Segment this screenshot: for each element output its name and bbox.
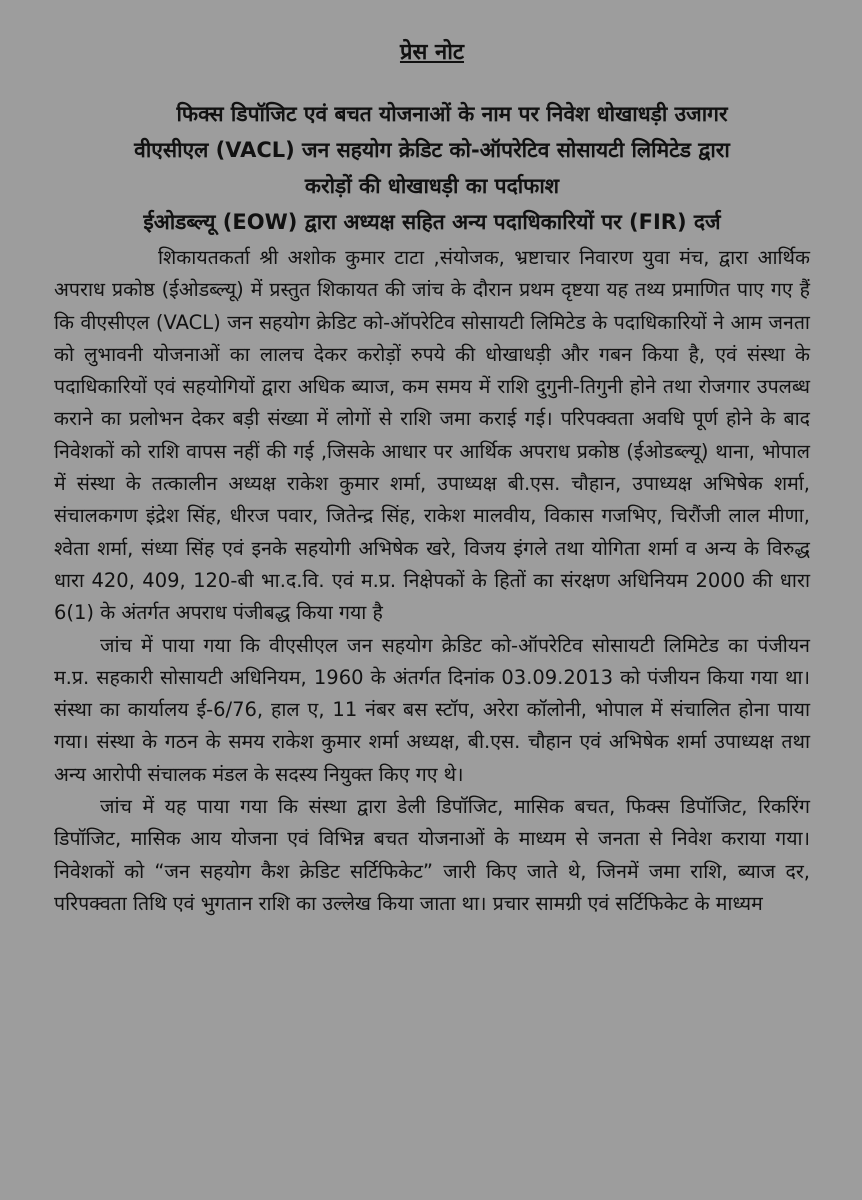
headline-line-4: ईओडब्ल्यू (EOW) द्वारा अध्यक्ष सहित अन्य पदाधिकारियों पर (FIR) दर्ज [143,210,721,234]
headline-line-3: करोड़ों की धोखाधड़ी का पर्दाफाश [304,174,560,198]
body-paragraph-registration: जांच में पाया गया कि वीएसीएल जन सहयोग क्रेडिट को-ऑपरेटिव सोसायटी लिमिटेड का पंजीयन म.प्र. सहकारी सोसायटी अधिनियम, 1960 के अंतर्गत दिनांक 03.09.2013 को पंजीयन किया गया था। संस्था का कार्यालय ई-6/76, हाल ए, 11 नंबर बस स्टॉप, अरेरा कॉलोनी, भोपाल में संचालित होना पाया गया। संस्था के गठन के समय राकेश कुमार शर्मा अध्यक्ष, बी.एस. चौहान एवं अभिषेक शर्मा उपाध्यक्ष तथा अन्य आरोपी संचालक मंडल के सदस्य नियुक्त किए गए थे। [54,633,810,786]
press-note-title: प्रेस नोट [399,40,465,65]
body-paragraph-schemes: जांच में यह पाया गया कि संस्था द्वारा डेली डिपॉजिट, मासिक बचत, फिक्स डिपॉजिट, रिकरिंग डिपॉजिट, मासिक आय योजना एवं विभिन्न बचत योजनाओं के माध्यम से जनता से निवेश कराया गया। निवेशकों को “जन सहयोग कैश क्रेडिट सर्टिफिकेट” जारी किए जाते थे, जिनमें जमा राशि, ब्याज दर, परिपक्वता तिथि एवं भुगतान राशि का उल्लेख किया जाता था। प्रचार सामग्री एवं सर्टिफिकेट के माध्यम [54,795,810,915]
headline-line-2: वीएसीएल (VACL) जन सहयोग क्रेडिट को-ऑपरेटिव सोसायटी लिमिटेड द्वारा [134,138,730,162]
headline-line-1: फिक्स डिपॉजिट एवं बचत योजनाओं के नाम पर निवेश धोखाधड़ी उजागर [176,102,728,126]
body-paragraph-complaint: शिकायतकर्ता श्री अशोक कुमार टाटा ,संयोजक, भ्रष्टाचार निवारण युवा मंच, द्वारा आर्थिक अपराध प्रकोष्ठ (ईओडब्ल्यू) में प्रस्तुत शिकायत की जांच के दौरान प्रथम दृष्टया यह तथ्य प्रमाणित पाए गए हैं कि वीएसीएल (VACL) जन सहयोग क्रेडिट को-ऑपरेटिव सोसायटी लिमिटेड के पदाधिकारियों ने आम जनता को लुभावनी योजनाओं का लालच देकर करोड़ों रुपये की धोखाधड़ी और गबन किया है, एवं संस्था के पदाधिकारियों एवं सहयोगियों द्वारा अधिक ब्याज, कम समय में राशि दुगुनी-तिगुनी होने तथा रोजगार उपलब्ध कराने का प्रलोभन देकर बड़ी संख्या में लोगों से राशि जमा कराई गई। परिपक्वता अवधि पूर्ण होने के बाद निवेशकों को राशि वापस नहीं की गई ,जिसके आधार पर आर्थिक अपराध प्रकोष्ठ (ईओडब्ल्यू) थाना, भोपाल में संस्था के तत्कालीन अध्यक्ष राकेश कुमार शर्मा, उपाध्यक्ष बी.एस. चौहान, उपाध्यक्ष अभिषेक शर्मा, संचालकगण इंद्रेश सिंह, धीरज पवार, जितेन्द्र सिंह, राकेश मालवीय, विकास गजभिए, चिरौंजी लाल मीणा, श्वेता शर्मा, संध्या सिंह एवं इनके सहयोगी अभिषेक खरे, विजय इंगले तथा योगिता शर्मा व अन्य के विरुद्ध धारा 420, 409, 120-बी भा.द.वि. एवं म.प्र. निक्षेपकों के हितों का संरक्षण अधिनियम 2000 की धारा 6(1) के अंतर्गत अपराध पंजीबद्ध किया गया है [54,246,810,625]
